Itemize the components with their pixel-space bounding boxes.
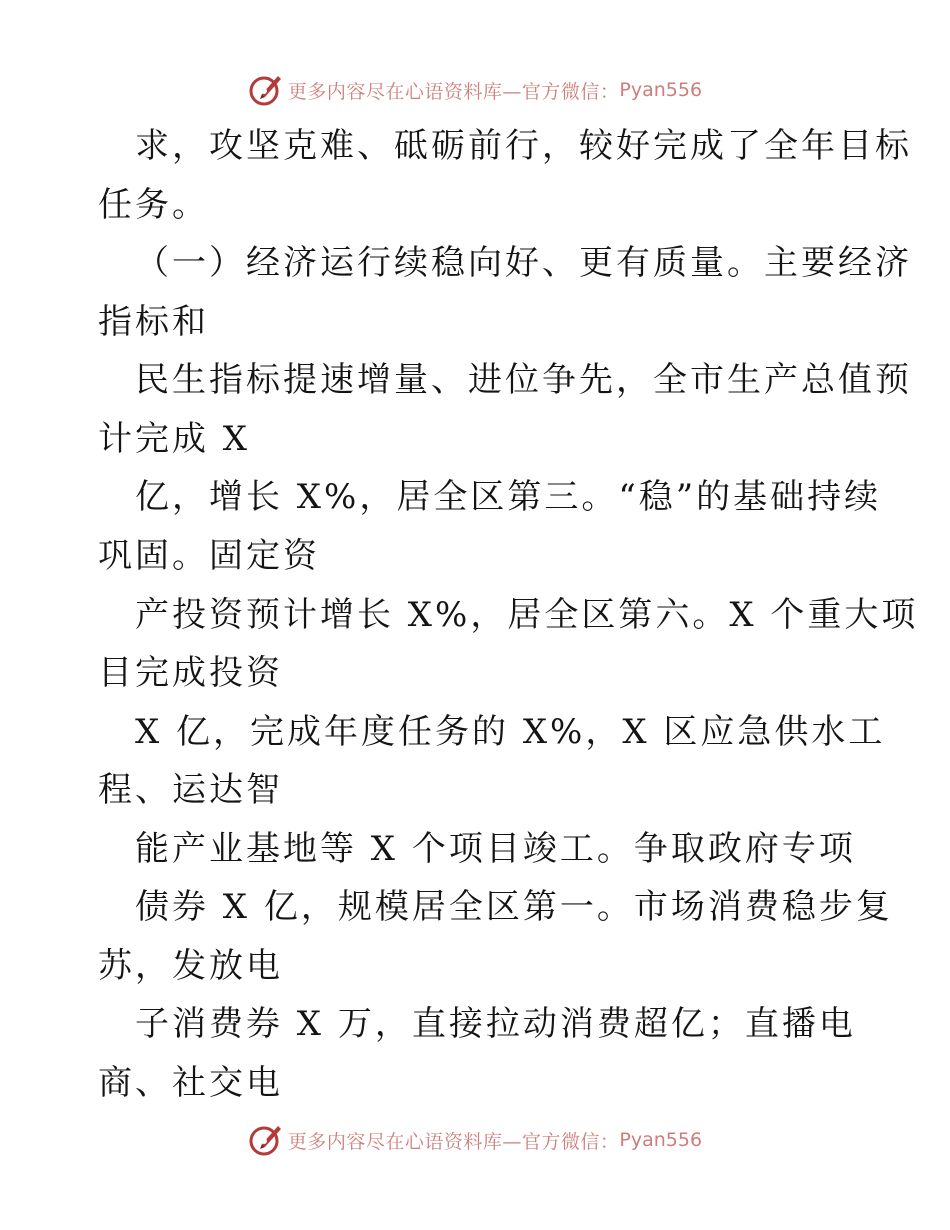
pen-nib-logo-icon — [248, 72, 284, 108]
banner-wechat-id: Pyan556 — [619, 79, 703, 101]
text-line: 债券 X 亿，规模居全区第一。市场消费稳步复 — [135, 887, 893, 927]
text-line: 商、社交电 — [98, 1063, 283, 1103]
banner-text: 更多内容尽在心语资料库—官方微信： — [287, 80, 620, 103]
text-line: 程、运达智 — [98, 770, 283, 810]
text-line: 求，攻坚克难、砥砺前行，较好完成了全年目标 — [135, 126, 912, 166]
text-line: 民生指标提速增量、进位争先，全市生产总值预 — [135, 360, 912, 400]
text-line: 指标和 — [98, 302, 209, 342]
banner-text: 更多内容尽在心语资料库—官方微信： — [287, 1130, 620, 1153]
text-line: 计完成 X — [98, 419, 251, 459]
text-line: 亿，增长 X%，居全区第三。“稳”的基础持续 — [135, 477, 882, 517]
footer-banner — [0, 1120, 950, 1160]
text-line: 目完成投资 — [98, 653, 283, 693]
text-line: 产投资预计增长 X%，居全区第六。X 个重大项 — [135, 595, 919, 635]
text-line: 任务。 — [98, 185, 209, 225]
text-line: X 亿，完成年度任务的 X%，X 区应急供水工 — [135, 712, 886, 752]
text-line: 子消费券 X 万，直接拉动消费超亿；直播电 — [135, 1004, 856, 1044]
banner-wechat-id: Pyan556 — [619, 1129, 703, 1151]
text-line: 能产业基地等 X 个项目竣工。争取政府专项 — [135, 829, 856, 869]
header-banner — [0, 70, 950, 110]
text-line: 巩固。固定资 — [98, 536, 320, 576]
text-line: （一）经济运行续稳向好、更有质量。主要经济 — [135, 243, 912, 283]
text-line: 苏，发放电 — [98, 946, 283, 986]
pen-nib-logo-icon — [248, 1122, 284, 1158]
